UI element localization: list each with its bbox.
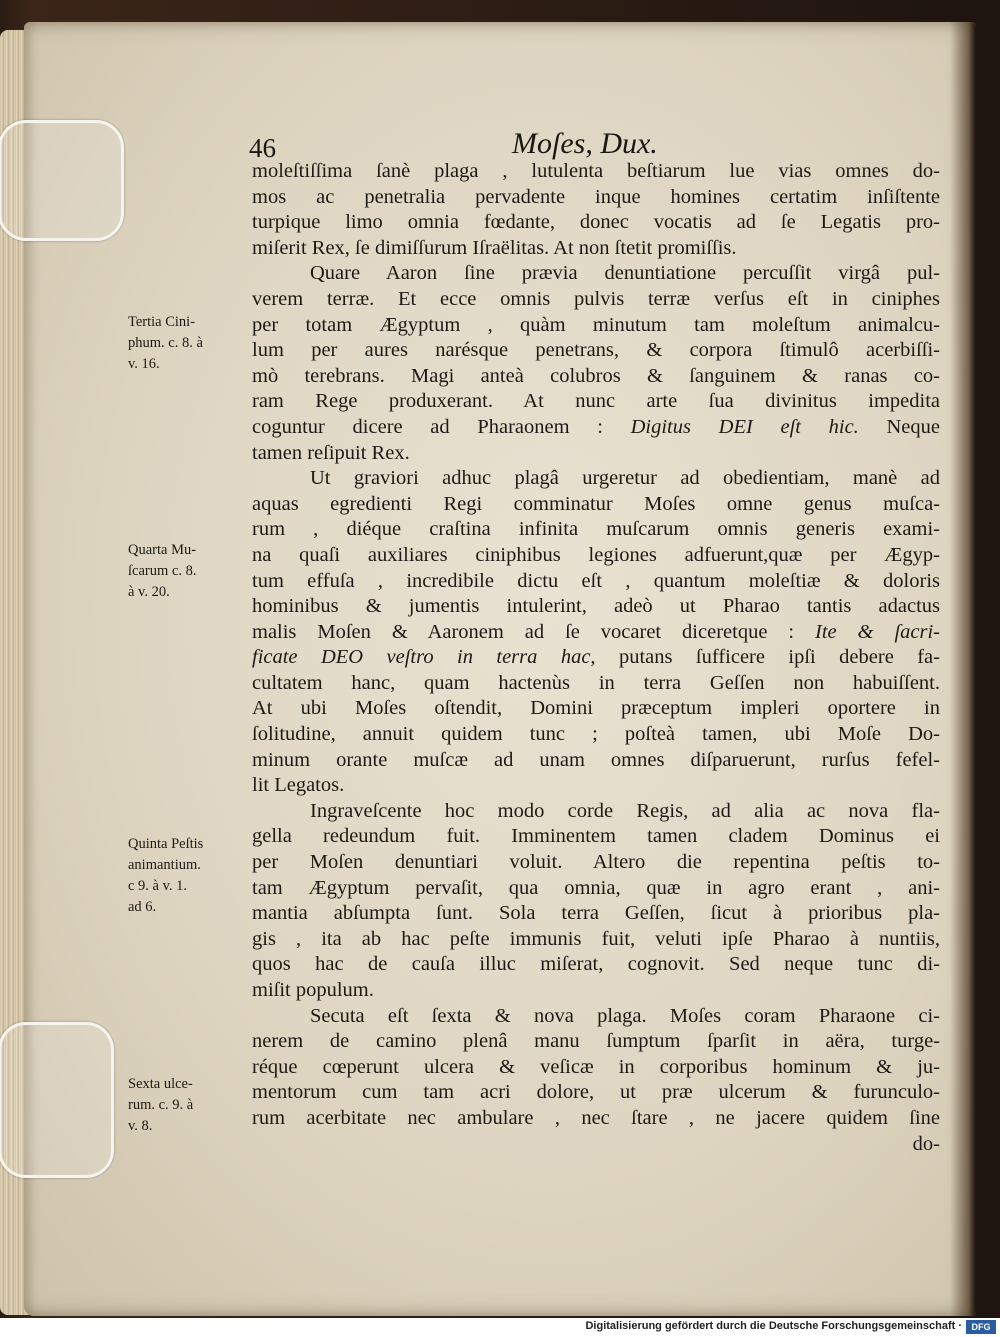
text-line: Quare Aaron ſine prævia denuntiatione percuſſit virgâ pul- <box>310 262 940 285</box>
text-line: mantia abſumpta ſunt. Sola terra Geſſen, ſicut à prioribus pla- <box>252 902 940 925</box>
margin-note-line: rum. c. 9. à <box>128 1097 194 1113</box>
text-line: tam Ægyptum pervaſit, qua omnia, quæ in agro erant , ani- <box>252 876 940 899</box>
text-line: per totam Ægyptum , quàm minutum tam moleſtum animalcu- <box>252 313 940 336</box>
text-line: hominibus & jumentis intulerint, adeò ut Pharao tantis adactus <box>252 595 940 618</box>
text-line: mentorum cum tam acri dolore, ut præ ulcerum & furunculo- <box>252 1081 940 1104</box>
text-line: réque cœperunt ulcera & veſicæ in corporibus hominum & ju- <box>252 1055 940 1078</box>
text-line: na quaſi auxiliares ciniphibus legiones adfuerunt,quæ per Ægyp- <box>252 543 940 566</box>
text-line: lit Legatos. <box>252 774 345 797</box>
text-line: quos hac de cauſa illuc miſerat, cognovit. Sed neque tunc di- <box>252 953 940 976</box>
margin-note-line: ſcarum c. 8. <box>128 563 197 579</box>
body-text <box>252 159 940 1157</box>
margin-note-line: Tertia Cini- <box>128 314 196 330</box>
text-line: rum acerbitate nec ambulare , nec ſtare , ne jacere quidem ſine <box>252 1106 940 1129</box>
text-line: tamen reſipuit Rex. <box>252 441 410 464</box>
text-line: verem terræ. Et ecce omnis pulvis terræ verſus eſt in ciniphes <box>252 287 940 310</box>
text-line: At ubi Moſes oſtendit, Domini præceptum impleri oportere in <box>252 697 940 720</box>
text-line: ficate DEO veſtro in terra hac, putans ſufficere ipſi debere fa- <box>252 646 940 669</box>
margin-note-line: v. 16. <box>128 356 160 372</box>
margin-note-line: c 9. à v. 1. <box>128 878 188 894</box>
text-line: minum orante muſcæ ad unam omnes diſparuerunt, rurſus fefel- <box>252 748 940 771</box>
text-line: nerem de camino plenâ manu ſumptum ſparſit in aëra, turge- <box>252 1030 940 1053</box>
text-line: turpique limo omnia fœdante, donec vocatis ad ſe Legatis pro- <box>252 211 940 234</box>
text-line: ram Rege produxerant. At nunc arte ſua divinitus impedita <box>252 390 940 413</box>
text-line: Ingraveſcente hoc modo corde Regis, ad alia ac nova fla- <box>310 799 940 822</box>
page-gutter-shadow <box>950 22 976 1316</box>
text-line: malis Moſen & Aaronem ad ſe vocaret diceretque : Ite & ſacri- <box>252 620 940 643</box>
text-line: gella redeundum fuit. Imminentem tamen cladem Dominus ei <box>252 825 940 848</box>
text-line: cultatem hanc, quam hactenùs in terra Geſſen non habuiſſent. <box>252 671 940 694</box>
margin-note <box>128 834 258 918</box>
margin-note-line: à v. 20. <box>128 584 170 600</box>
text-line: tum effuſa , incredibile dictu eſt , quantum moleſtiæ & doloris <box>252 569 940 592</box>
text-line: Secuta eſt ſexta & nova plaga. Moſes coram Pharaone ci- <box>310 1004 940 1027</box>
running-head: Moſes, Dux. <box>512 127 658 160</box>
text-line: ſolitudine, annuit quidem tunc ; poſteà tamen, ubi Moſe Do- <box>252 723 940 746</box>
text-line: lum per aures narésque penetrans, & corpora ſtimulô acerbiſſi- <box>252 339 940 362</box>
margin-note-line: animantium. <box>128 857 201 873</box>
margin-note-line: phum. c. 8. à <box>128 335 203 351</box>
margin-note <box>128 540 258 603</box>
text-line: miſit populum. <box>252 979 374 1001</box>
text-line: Ut graviori adhuc plagâ urgeretur ad obedientiam, manè ad <box>310 467 940 490</box>
text-line: gis , ita ab hac peſte immunis fuit, veluti ipſe Pharao à nuntiis, <box>252 927 940 950</box>
dfg-logo: DFG <box>966 1320 996 1334</box>
margin-note <box>128 1074 258 1137</box>
margin-note-line: v. 8. <box>128 1118 153 1134</box>
text-line: moleſtiſſima ſanè plaga , lutulenta beſtiarum lue vias omnes do- <box>252 160 940 182</box>
text-line: rum , diéque craſtina infinita muſcarum omnis generis exami- <box>252 518 940 541</box>
margin-note-line: Sexta ulce- <box>128 1076 193 1092</box>
margin-note-line: Quarta Mu- <box>128 542 197 558</box>
digitization-footer <box>0 1318 1000 1337</box>
margin-note-line: ad 6. <box>128 899 157 915</box>
text-line: coguntur dicere ad Pharaonem : Digitus DEI eſt hic. Neque <box>252 415 940 438</box>
text-line: miſerit Rex, ſe dimiſſurum Iſraëlitas. At non ſtetit promiſſis. <box>252 236 737 259</box>
margin-note-line: Quinta Peſtis <box>128 836 204 852</box>
text-line: do- <box>912 1132 940 1155</box>
page-clip-bottom <box>0 1022 114 1178</box>
page-header <box>24 127 976 163</box>
margin-note <box>128 312 258 375</box>
book-page <box>24 22 976 1316</box>
text-line: per Moſen denuntiari voluit. Altero die repentina peſtis to- <box>252 851 940 874</box>
footer-credit: Digitalisierung gefördert durch die Deutsche Forschungsgemeinschaft · <box>585 1320 962 1332</box>
text-line: mos ac penetralia pervadente inque homines certatim inſiſtente <box>252 185 940 208</box>
text-line: mò terebrans. Magi anteà colubros & ſanguinem & ranas co- <box>252 364 940 387</box>
text-line: aquas egredienti Regi comminatur Moſes omne genus muſca- <box>252 492 940 515</box>
page-number: 46 <box>249 133 276 163</box>
